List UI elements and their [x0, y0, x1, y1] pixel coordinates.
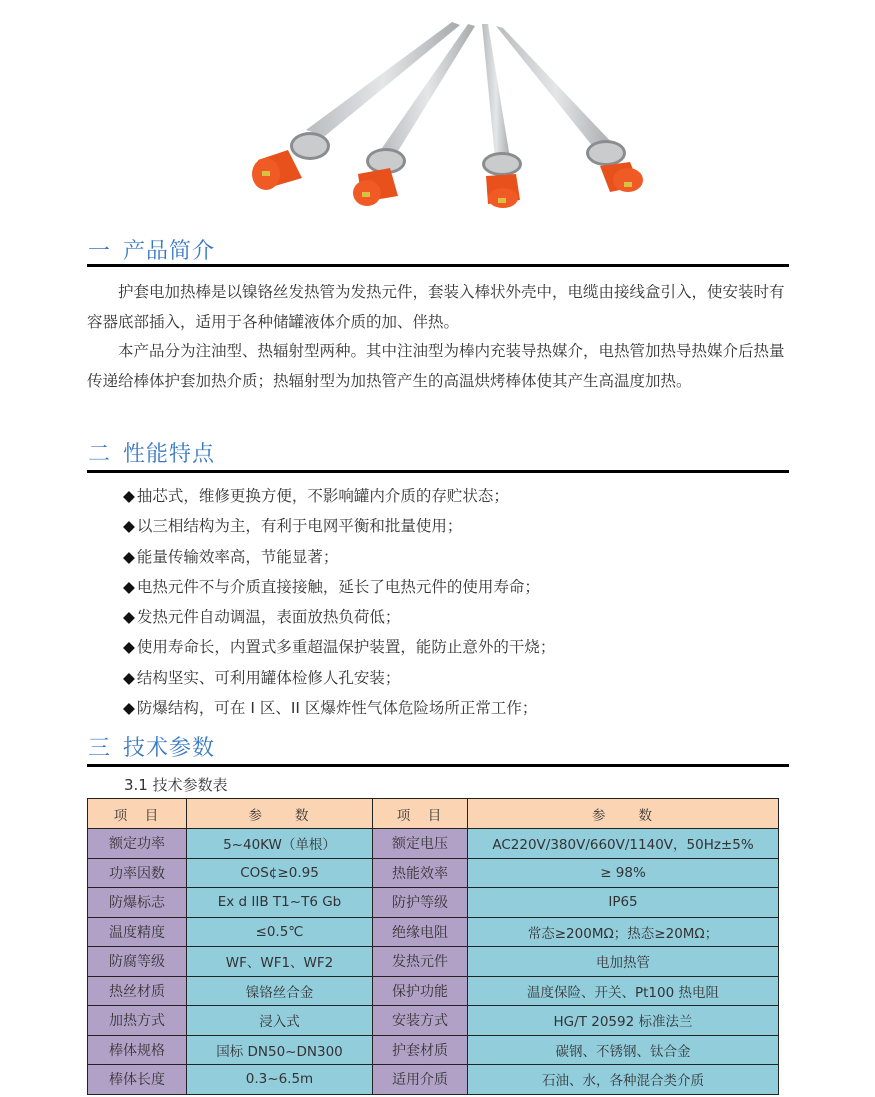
param-name-cell: 适用介质: [373, 1065, 468, 1095]
diamond-bullet-icon: ◆: [123, 699, 135, 718]
param-name-cell: 温度精度: [88, 917, 187, 947]
param-value-cell: ≤0.5℃: [187, 917, 373, 947]
header-cell: 项 目: [373, 799, 468, 829]
table-header-row: [88, 799, 779, 829]
param-value-cell: 5~40KW（单根）: [187, 829, 373, 859]
param-name-cell: 防爆标志: [88, 888, 187, 918]
param-name-cell: 额定电压: [373, 829, 468, 859]
param-name-cell: 热丝材质: [88, 976, 187, 1006]
section-title-specs: 三 技术参数: [88, 736, 216, 761]
feature-item: ◆ 使用寿命长，内置式多重超温保护装置，能防止意外的干烧；: [123, 638, 556, 657]
param-value-cell: COS¢≥0.95: [187, 858, 373, 888]
section-divider: [87, 470, 789, 473]
param-name-cell: 保护功能: [373, 976, 468, 1006]
product-photo: [240, 8, 680, 208]
param-value-cell: 石油、水，各种混合类介质: [468, 1065, 779, 1095]
heating-rod-1: [252, 22, 460, 190]
param-value-cell: 0.3~6.5m: [187, 1065, 373, 1095]
section-title-features: 二 性能特点: [88, 442, 216, 467]
param-name-cell: 护套材质: [373, 1035, 468, 1065]
param-value-cell: ≥ 98%: [468, 858, 779, 888]
intro-paragraph: 本产品分为注油型、热辐射型两种。其中注油型为棒内充装导热媒介，电热管加热导热媒介后热量传递给棒体护套加热介质；热辐射型为加热管产生的高温烘烤棒体使其产生高温度加热。: [87, 342, 785, 390]
intro-text: [87, 278, 792, 396]
param-name-cell: 棒体长度: [88, 1065, 187, 1095]
diamond-bullet-icon: ◆: [123, 668, 135, 687]
table-row: [88, 947, 779, 977]
param-name-cell: 发热元件: [373, 947, 468, 977]
feature-list: [123, 481, 555, 723]
param-value-cell: 电加热管: [468, 947, 779, 977]
param-name-cell: 热能效率: [373, 858, 468, 888]
section-divider: [87, 764, 789, 767]
feature-item: ◆ 以三相结构为主，有利于电网平衡和批量使用；: [123, 517, 463, 536]
feature-item: ◆ 结构坚实、可利用罐体检修人孔安装；: [123, 668, 401, 687]
header-cell: 参 数: [187, 799, 373, 829]
param-value-cell: AC220V/380V/660V/1140V，50Hz±5%: [468, 829, 779, 859]
diamond-bullet-icon: ◆: [123, 547, 135, 566]
param-value-cell: 镍铬丝合金: [187, 976, 373, 1006]
param-value-cell: 国标 DN50~DN300: [187, 1035, 373, 1065]
param-value-cell: WF、WF1、WF2: [187, 947, 373, 977]
param-value-cell: 浸入式: [187, 1006, 373, 1036]
table-row: [88, 1065, 779, 1095]
param-value-cell: 碳钢、不锈钢、钛合金: [468, 1035, 779, 1065]
feature-item: ◆ 防爆结构，可在 I 区、II 区爆炸性气体危险场所正常工作；: [123, 699, 538, 718]
feature-item: ◆ 电热元件不与介质直接接触，延长了电热元件的使用寿命；: [123, 577, 540, 596]
feature-item: ◆ 抽芯式，维修更换方便，不影响罐内介质的存贮状态；: [123, 487, 509, 505]
diamond-bullet-icon: ◆: [123, 487, 135, 505]
spec-table: [87, 798, 779, 1095]
diamond-bullet-icon: ◆: [123, 638, 135, 657]
param-name-cell: 安装方式: [373, 1006, 468, 1036]
heating-rod-3: [482, 24, 522, 208]
table-caption: 3.1 技术参数表: [124, 776, 228, 794]
table-row: [88, 976, 779, 1006]
param-value-cell: 常态≥200MΩ；热态≥20MΩ；: [468, 917, 779, 947]
table-row: [88, 888, 779, 918]
intro-paragraph: 护套电加热棒是以镍铬丝发热管为发热元件，套装入棒状外壳中，电缆由接线盒引入，使安装时有容器底部插入，适用于各种储罐液体介质的加、伴热。: [87, 283, 785, 331]
param-name-cell: 防护等级: [373, 888, 468, 918]
param-name-cell: 绝缘电阻: [373, 917, 468, 947]
section-divider: [87, 264, 789, 267]
diamond-bullet-icon: ◆: [123, 517, 135, 536]
param-value-cell: 温度保险、开关、Pt100 热电阻: [468, 976, 779, 1006]
param-name-cell: 额定功率: [88, 829, 187, 859]
diamond-bullet-icon: ◆: [123, 577, 135, 596]
param-value-cell: Ex d IIB T1~T6 Gb: [187, 888, 373, 918]
diamond-bullet-icon: ◆: [123, 608, 135, 627]
table-row: [88, 858, 779, 888]
table-row: [88, 1006, 779, 1036]
param-name-cell: 棒体规格: [88, 1035, 187, 1065]
param-name-cell: 防腐等级: [88, 947, 187, 977]
param-name-cell: 加热方式: [88, 1006, 187, 1036]
param-value-cell: IP65: [468, 888, 779, 918]
feature-item: ◆ 发热元件自动调温，表面放热负荷低；: [123, 608, 401, 627]
table-row: [88, 829, 779, 859]
header-cell: 项 目: [88, 799, 187, 829]
section-title-intro: 一 产品简介: [88, 239, 216, 264]
param-value-cell: HG/T 20592 标准法兰: [468, 1006, 779, 1036]
table-row: [88, 917, 779, 947]
param-name-cell: 功率因数: [88, 858, 187, 888]
feature-item: ◆ 能量传输效率高，节能显著；: [123, 547, 339, 566]
table-row: [88, 1035, 779, 1065]
header-cell: 参 数: [468, 799, 779, 829]
